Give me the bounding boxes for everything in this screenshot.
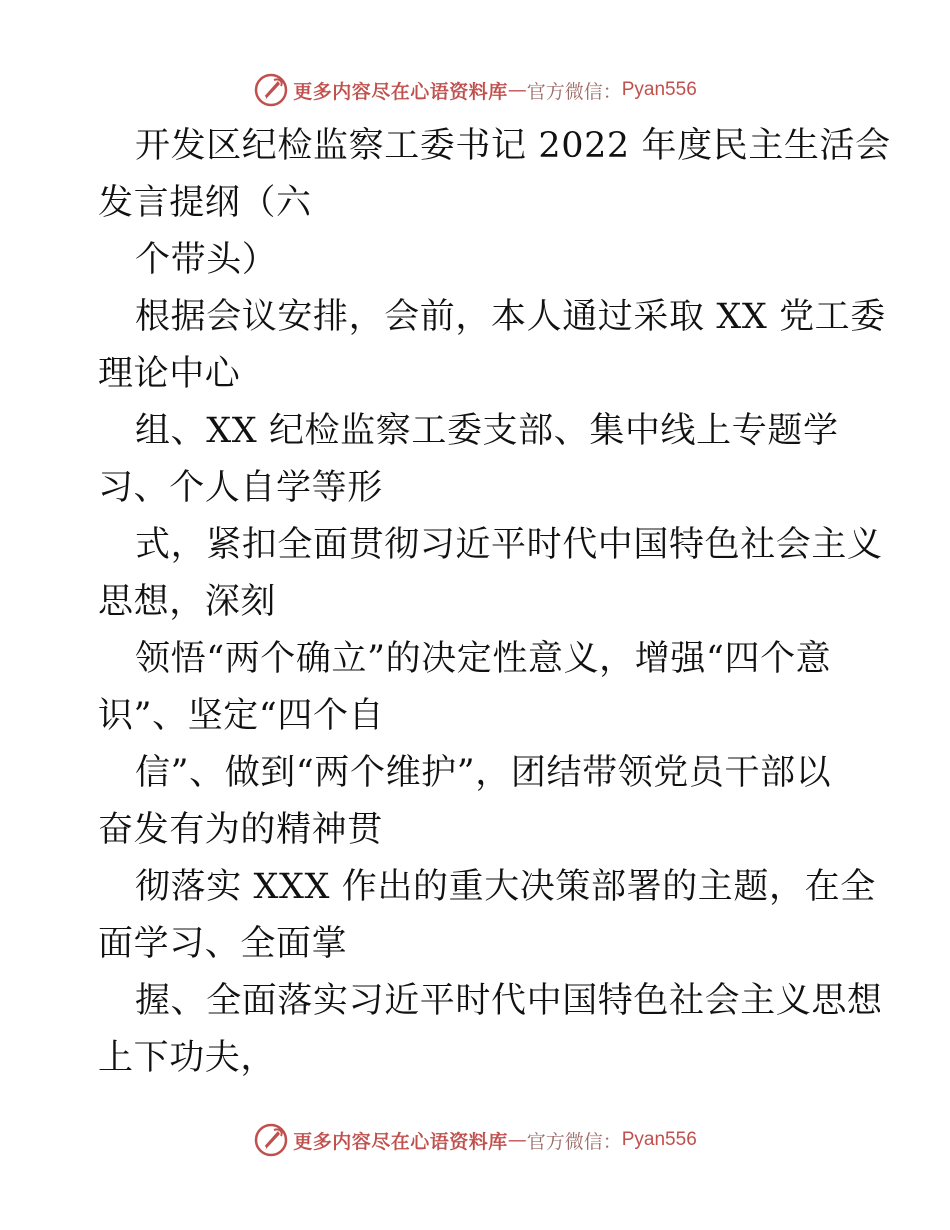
quill-logo-icon (253, 1122, 289, 1158)
watermark-dash: — (507, 1129, 527, 1151)
watermark-main-text: 更多内容尽在心语资料库 (293, 1130, 508, 1153)
body-line: 上下功夫， (98, 1038, 277, 1078)
body-line: 领悟“两个确立”的决定性意义，增强“四个意 (135, 639, 832, 679)
body-line: 根据会议安排，会前，本人通过采取 XX 党工委 (135, 297, 886, 337)
watermark-wechat-id: Pyan556 (621, 79, 697, 100)
body-line: 式，紧扣全面贯彻习近平时代中国特色社会主义 (135, 525, 883, 565)
watermark-wechat-id: Pyan556 (621, 1129, 697, 1150)
document-body (98, 118, 891, 1087)
body-line: 组、XX 纪检监察工委支部、集中线上专题学 (135, 411, 839, 451)
body-line: 信”、做到“两个维护”，团结带领党员干部以 (135, 753, 832, 793)
watermark-main-text: 更多内容尽在心语资料库 (293, 80, 508, 103)
body-line: 思想，深刻 (98, 582, 277, 622)
title-line-3: 个带头） (135, 240, 278, 280)
body-line: 彻落实 XXX 作出的重大决策部署的主题，在全 (135, 867, 876, 907)
watermark-official-label: 官方微信： (526, 80, 622, 103)
title-line-1: 开发区纪检监察工委书记 2022 年度民主生活会 (135, 126, 891, 166)
footer-watermark-banner (0, 1120, 950, 1160)
title-line-2: 发言提纲（六 (98, 183, 312, 223)
watermark-official-label: 官方微信： (526, 1130, 622, 1153)
body-line: 面学习、全面掌 (98, 924, 348, 964)
body-line: 习、个人自学等形 (98, 468, 383, 508)
watermark-dash: — (507, 79, 527, 101)
header-watermark-banner (0, 70, 950, 110)
quill-logo-icon (253, 72, 289, 108)
body-line: 理论中心 (98, 354, 241, 394)
body-line: 奋发有为的精神贯 (98, 810, 383, 850)
body-line: 握、全面落实习近平时代中国特色社会主义思想 (135, 981, 883, 1021)
body-line: 识”、坚定“四个自 (98, 696, 385, 736)
